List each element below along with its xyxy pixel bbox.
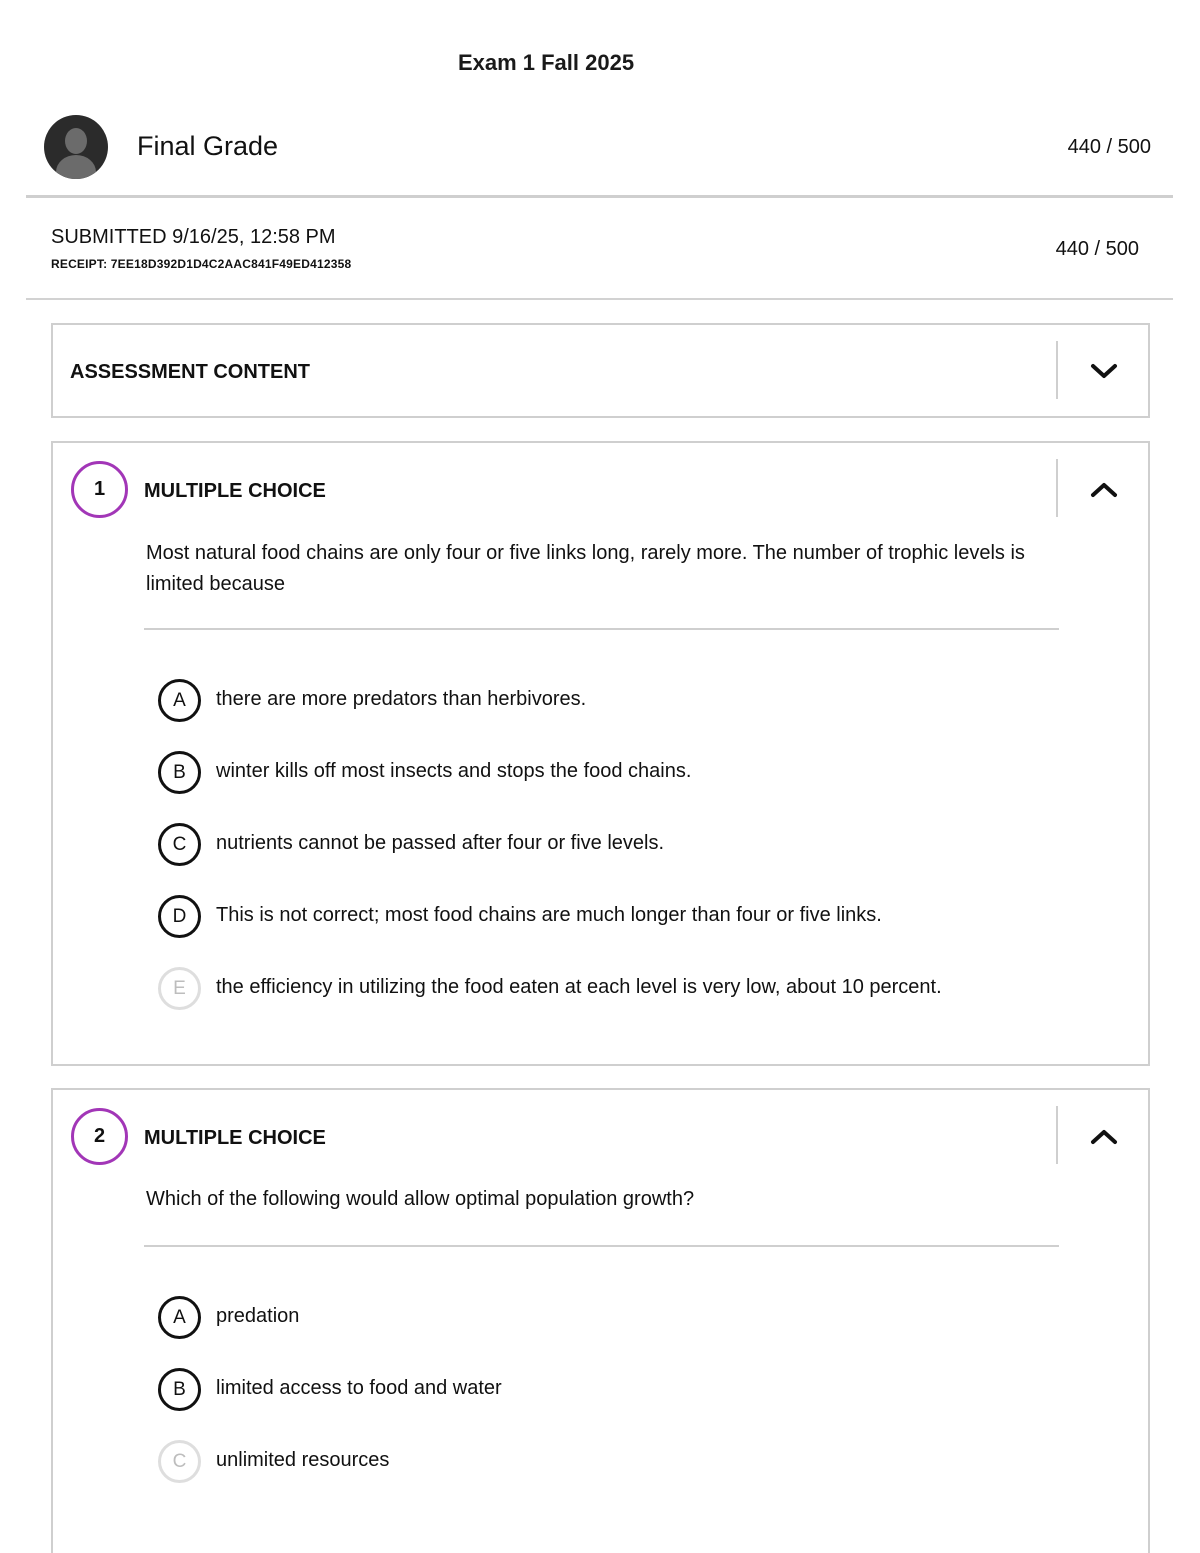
question-type-label: MULTIPLE CHOICE [144, 480, 326, 502]
assessment-content-panel [51, 323, 1150, 418]
chevron-up-icon [1085, 475, 1123, 505]
option-text: limited access to food and water [216, 1377, 502, 1399]
chevron-down-icon [1085, 356, 1123, 386]
question-1-toggle-button[interactable] [1085, 475, 1123, 505]
option-letter-circle-selected[interactable]: E [158, 967, 201, 1010]
question-number-badge: 2 [71, 1108, 128, 1165]
grade-header [26, 114, 1173, 198]
question-type-label: MULTIPLE CHOICE [144, 1127, 326, 1149]
option-letter-circle[interactable]: D [158, 895, 201, 938]
option-text: unlimited resources [216, 1449, 390, 1471]
panel-divider [1056, 459, 1058, 517]
final-grade-label: Final Grade [137, 131, 279, 161]
assessment-toggle-button[interactable] [1085, 356, 1123, 386]
page-title: Exam 1 Fall 2025 [457, 50, 635, 75]
question-text: Most natural food chains are only four or five links long, rarely more. The number of trophic levels is limited because [146, 542, 1025, 595]
question-panel-2 [51, 1088, 1150, 1553]
panel-divider [1056, 1106, 1058, 1164]
panel-divider [1056, 341, 1058, 399]
question-text: Which of the following would allow optimal population growth? [146, 1188, 695, 1210]
final-grade-score: 440 / 500 [1067, 136, 1151, 158]
receipt-id: RECEIPT: 7EE18D392D1D4C2AAC841F49ED412358 [51, 257, 352, 271]
option-letter-circle-selected[interactable]: C [158, 1440, 201, 1483]
assessment-content-title: ASSESSMENT CONTENT [70, 361, 311, 383]
question-separator [144, 1245, 1059, 1247]
option-letter-circle[interactable]: C [158, 823, 201, 866]
option-text: predation [216, 1305, 300, 1327]
question-panel-1 [51, 441, 1150, 1066]
option-text: winter kills off most insects and stops the food chains. [216, 760, 692, 782]
option-text: nutrients cannot be passed after four or five levels. [216, 832, 665, 854]
option-letter-circle[interactable]: B [158, 751, 201, 794]
question-2-toggle-button[interactable] [1085, 1122, 1123, 1152]
avatar [44, 115, 108, 179]
option-letter-circle[interactable]: B [158, 1368, 201, 1411]
option-letter-circle[interactable]: A [158, 679, 201, 722]
question-separator [144, 628, 1059, 630]
option-text: This is not correct; most food chains are much longer than four or five links. [216, 904, 882, 926]
question-number-badge: 1 [71, 461, 128, 518]
option-text: there are more predators than herbivores. [216, 688, 587, 710]
submission-score: 440 / 500 [1055, 238, 1139, 260]
submission-summary [26, 198, 1173, 300]
avatar-body-shape [56, 155, 96, 179]
option-letter-circle[interactable]: A [158, 1296, 201, 1339]
avatar-head-shape [65, 128, 87, 154]
chevron-up-icon [1085, 1122, 1123, 1152]
option-text: the efficiency in utilizing the food eaten at each level is very low, about 10 percent. [216, 976, 942, 998]
submitted-timestamp: SUBMITTED 9/16/25, 12:58 PM [51, 226, 336, 248]
